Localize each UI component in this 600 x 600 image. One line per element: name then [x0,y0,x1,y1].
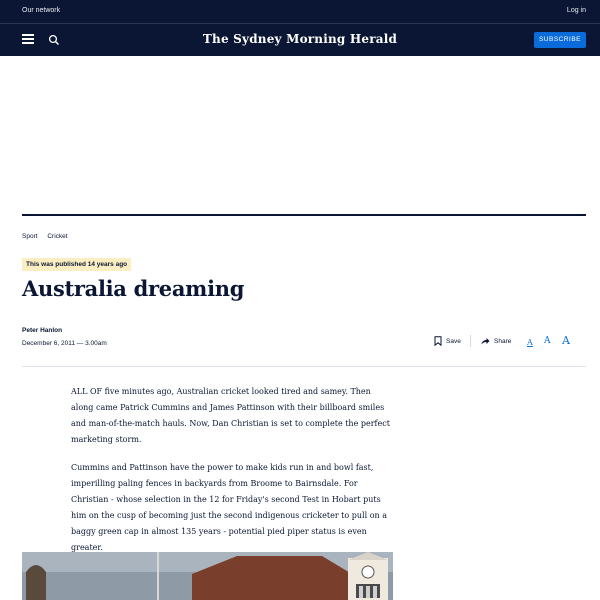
font-size-large-button[interactable]: A [562,334,570,347]
paragraph: Cummins and Pattinson have the power to make kids run in and bowl fast, imperilling paling fences in backyards from Broome to Bairnsdale. For Christian - whose selection in the 12 for Friday's second Test in Hobart puts him on the cusp of becoming just the second indigenous cricketer to pull on a baggy green cap in almost 135 years - potential pied piper status is even greater. [71,463,387,552]
masthead-logo[interactable]: The Sydney Morning Herald [202,32,398,46]
share-label: Share [494,337,512,345]
our-network-link[interactable]: Our network [22,7,61,14]
article-date: December 6, 2011 — 3.00am [22,340,107,347]
tools-divider [470,335,471,347]
main-nav [0,24,600,56]
article-body [71,384,393,568]
tools-divider-line [22,366,586,367]
header-divider [22,214,586,216]
article-headline: Australia dreaming [22,276,245,301]
author-link[interactable]: Peter Hanlon [22,327,63,334]
share-arrow-icon [481,337,490,345]
breadcrumb-cricket[interactable]: Cricket [47,233,68,240]
login-link[interactable]: Log in [566,7,586,14]
top-bar [0,0,600,24]
ad-space [0,56,600,214]
font-size-medium-button[interactable]: A [544,336,551,346]
paragraph: ALL OF five minutes ago, Australian cricket looked tired and samey. Then along came Patrick Cummins and James Pattinson with their billboard smiles and man-of-the-match hauls. Now, Dan Christian is set to complete the perfect marketing storm. [71,387,390,444]
bookmark-icon [434,336,442,346]
breadcrumb-sport[interactable]: Sport [22,233,38,240]
save-label: Save [446,337,461,345]
article-photo [22,552,393,600]
subscribe-button[interactable]: SUBSCRIBE [534,32,586,48]
font-size-small-button[interactable]: A [527,338,533,347]
breadcrumb [22,233,76,240]
published-badge: This was published 14 years ago [22,258,131,271]
share-button[interactable] [481,334,511,348]
save-button[interactable] [434,334,461,348]
